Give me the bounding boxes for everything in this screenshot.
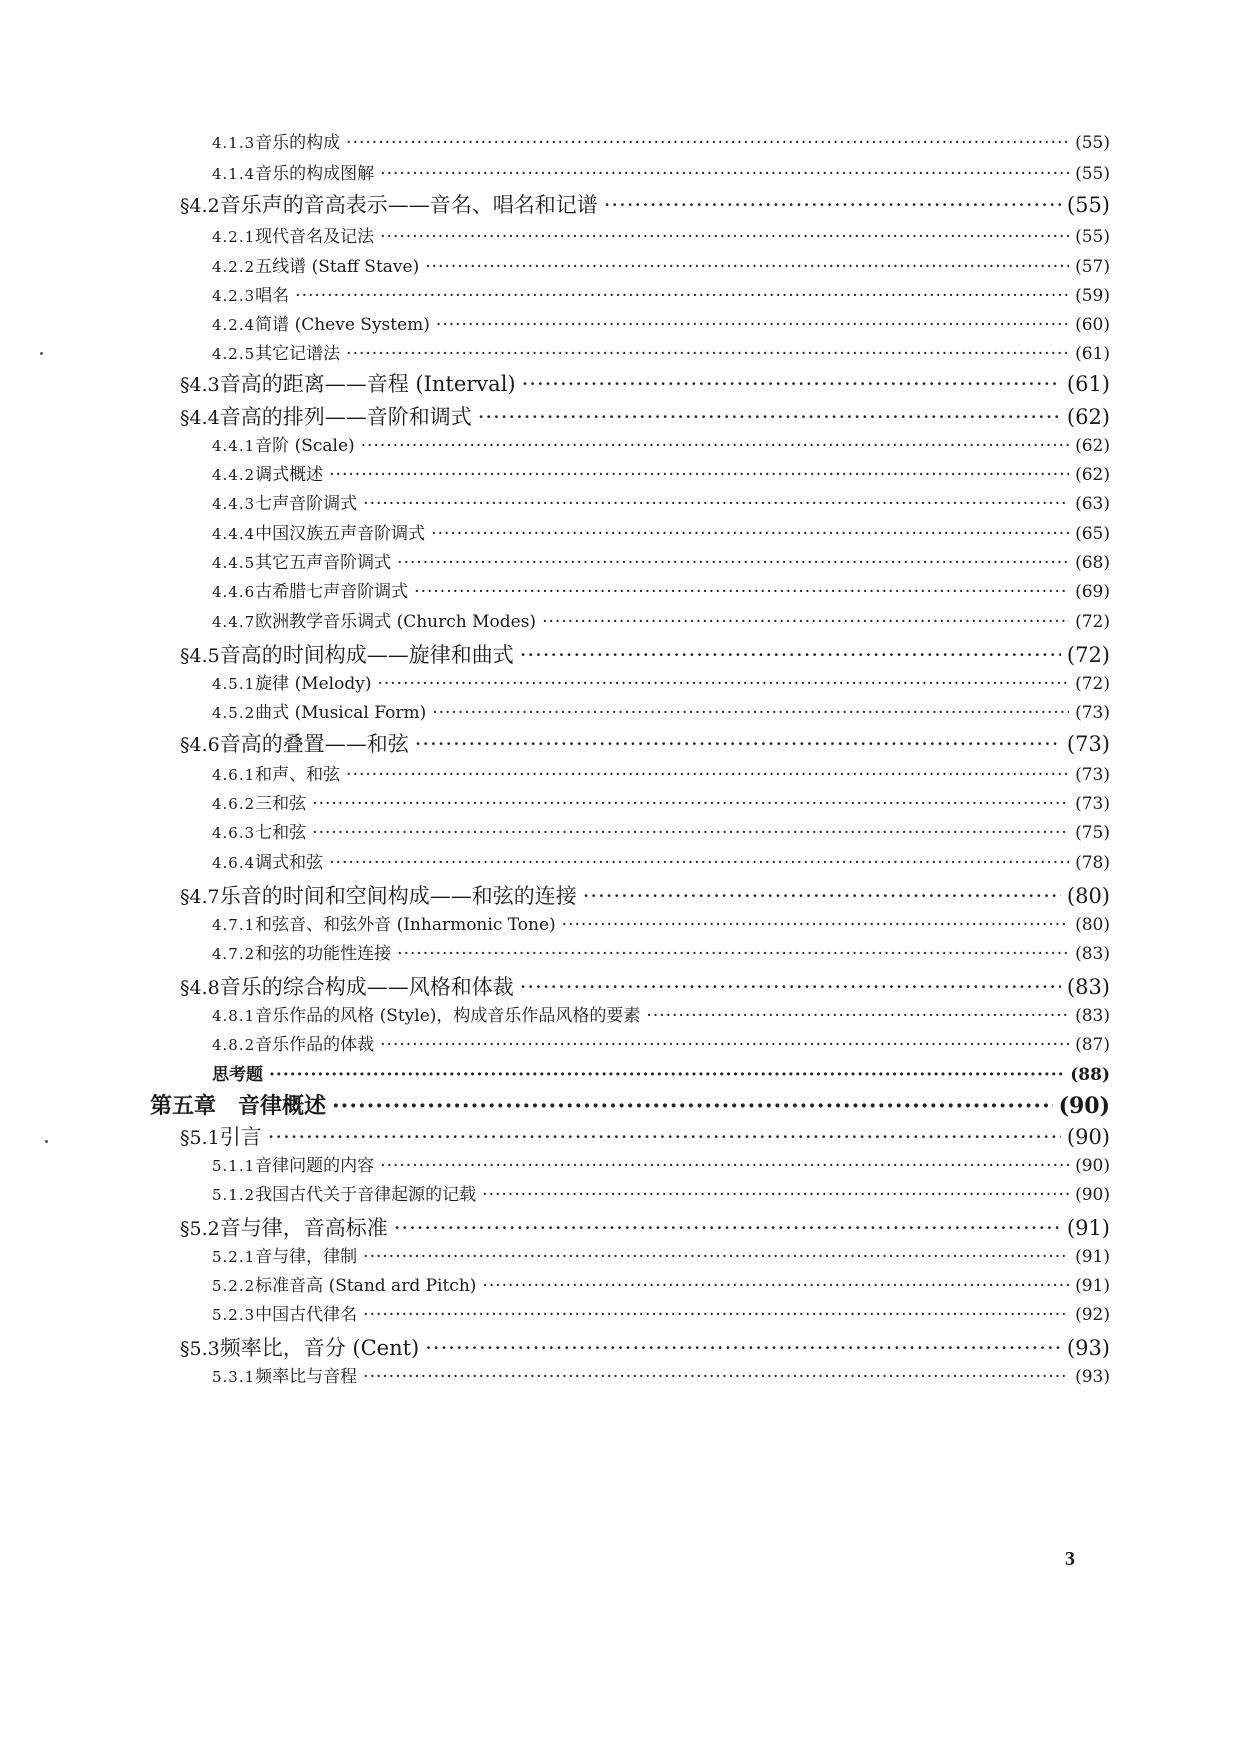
entry-number: §5.2 <box>180 1218 220 1240</box>
dot-leader <box>394 1216 1061 1240</box>
entry-page-number: (75) <box>1075 823 1110 843</box>
entry-title: 调式和弦 <box>255 853 324 873</box>
toc-subsection-entry <box>212 1030 1110 1055</box>
entry-title: 旋律 (Melody) <box>255 674 372 694</box>
entry-number: §4.4 <box>180 407 220 429</box>
entry-page-number: (73) <box>1075 765 1110 785</box>
page-number: 3 <box>1065 1548 1075 1570</box>
toc-subsection-entry <box>212 1001 1110 1026</box>
dot-leader <box>363 1247 1069 1267</box>
dot-leader <box>583 884 1061 908</box>
entry-page-number: (91) <box>1075 1276 1110 1296</box>
entry-page-number: (69) <box>1075 582 1110 602</box>
entry-page-number: (63) <box>1075 494 1110 514</box>
toc-subsection-entry <box>212 281 1110 306</box>
scan-speck <box>45 1140 48 1143</box>
entry-page-number: (80) <box>1075 915 1110 935</box>
entry-title: 五线谱 (Staff Stave) <box>255 257 420 277</box>
toc-subsection-entry <box>212 339 1110 364</box>
entry-title: 曲式 (Musical Form) <box>255 703 427 723</box>
entry-number: 5.2.2 <box>212 1277 256 1295</box>
entry-page-number: (93) <box>1075 1367 1110 1387</box>
entry-page-number: (90) <box>1075 1185 1110 1205</box>
toc-subsection-entry <box>212 607 1110 632</box>
dot-leader <box>542 612 1069 632</box>
toc-section-entry <box>180 728 1110 758</box>
entry-title: 音高的距离——音程 (Interval) <box>219 372 516 396</box>
entry-number: 4.6.1 <box>212 766 256 784</box>
dot-leader <box>346 133 1069 153</box>
dot-leader <box>312 794 1069 814</box>
scan-speck <box>40 352 43 355</box>
toc-subsection-entry <box>212 1151 1110 1176</box>
toc-subsection-entry <box>212 848 1110 873</box>
entry-page-number: (72) <box>1075 674 1110 694</box>
entry-page-number: (92) <box>1075 1305 1110 1325</box>
toc-subsection-entry <box>212 222 1110 247</box>
entry-number: 4.2.1 <box>212 228 256 246</box>
toc-subsection-entry <box>212 310 1110 335</box>
dot-leader <box>380 1156 1069 1176</box>
toc-subsection-entry <box>212 431 1110 456</box>
entry-number: 5.2.3 <box>212 1306 256 1324</box>
dot-leader <box>436 315 1069 335</box>
entry-page-number: (90) <box>1075 1156 1110 1176</box>
entry-title: 音高的叠置——和弦 <box>219 732 409 756</box>
toc-subsection-entry <box>212 669 1110 694</box>
dot-leader <box>332 1093 1053 1119</box>
entry-title: 思考题 <box>212 1065 263 1085</box>
entry-page-number: (68) <box>1075 553 1110 573</box>
dot-leader <box>380 1035 1069 1055</box>
dot-leader <box>269 1065 1064 1085</box>
entry-page-number: (55) <box>1075 227 1110 247</box>
toc-subsection-entry <box>212 698 1110 723</box>
entry-title: 频率比与音程 <box>255 1367 358 1387</box>
entry-title: 音律问题的内容 <box>255 1156 375 1176</box>
entry-number: 5.1.2 <box>212 1186 256 1204</box>
toc-subsection-entry <box>212 1362 1110 1387</box>
dot-leader <box>522 372 1061 396</box>
toc-subsection-entry <box>212 818 1110 843</box>
dot-leader <box>414 582 1069 602</box>
entry-title: 音乐的构成 <box>255 133 341 153</box>
toc-section-entry <box>180 401 1110 431</box>
dot-leader <box>295 286 1069 306</box>
entry-page-number: (60) <box>1075 315 1110 335</box>
toc-section-entry <box>180 880 1110 910</box>
entry-title: 简谱 (Cheve System) <box>255 315 430 335</box>
entry-title: 音与律，音高标准 <box>219 1216 388 1240</box>
entry-number: 4.5.2 <box>212 704 256 722</box>
toc-subsection-entry <box>212 939 1110 964</box>
entry-title: 现代音名及记法 <box>255 227 375 247</box>
entry-title: 频率比，音分 (Cent) <box>219 1336 420 1360</box>
entry-page-number: (78) <box>1075 853 1110 873</box>
entry-number: 4.4.2 <box>212 466 256 484</box>
entry-title: 调式概述 <box>255 465 324 485</box>
entry-title: 音乐声的音高表示——音名、唱名和记谱 <box>219 193 598 217</box>
entry-title: 音乐的综合构成——风格和体裁 <box>219 975 514 999</box>
entry-page-number: (91) <box>1075 1247 1110 1267</box>
entry-number: 4.1.3 <box>212 134 256 152</box>
entry-title: 音乐的构成图解 <box>255 164 375 184</box>
dot-leader <box>482 1276 1069 1296</box>
entry-title: 音阶 (Scale) <box>255 436 355 456</box>
toc-subsection-entry <box>212 252 1110 277</box>
dot-leader <box>482 1185 1069 1205</box>
entry-page-number: (73) <box>1075 703 1110 723</box>
toc-subsection-entry <box>212 489 1110 514</box>
entry-number: 5.1.1 <box>212 1157 256 1175</box>
dot-leader <box>329 465 1069 485</box>
toc-section-entry <box>180 368 1110 398</box>
entry-page-number: (57) <box>1075 257 1110 277</box>
dot-leader <box>361 436 1069 456</box>
entry-title: 音乐作品的风格 (Style)，构成音乐作品风格的要素 <box>255 1006 641 1026</box>
entry-number: §4.8 <box>180 977 220 999</box>
entry-page-number: (83) <box>1075 944 1110 964</box>
entry-number: 4.7.2 <box>212 945 256 963</box>
dot-leader <box>346 765 1069 785</box>
entry-number: 4.4.7 <box>212 613 256 631</box>
entry-title: 三和弦 <box>255 794 307 814</box>
toc-subsection-entry <box>212 159 1110 184</box>
toc-subsection-entry <box>212 128 1110 153</box>
entry-number: 4.4.3 <box>212 495 256 513</box>
toc-chapter-entry <box>150 1089 1110 1120</box>
entry-title: 古希腊七声音阶调式 <box>255 582 409 602</box>
entry-title: 标准音高 (Stand ard Pitch) <box>255 1276 477 1296</box>
entry-number: 4.5.1 <box>212 675 256 693</box>
dot-leader <box>604 193 1061 217</box>
entry-page-number: (93) <box>1066 1336 1110 1360</box>
entry-number: §4.6 <box>180 734 220 756</box>
entry-number: 4.4.1 <box>212 437 256 455</box>
toc-subsection-entry <box>212 1271 1110 1296</box>
entry-number: 4.2.4 <box>212 316 256 334</box>
entry-number: 4.2.3 <box>212 287 256 305</box>
entry-title: 欧洲教学音乐调式 (Church Modes) <box>255 612 537 632</box>
toc-subsection-entry <box>212 1060 1110 1085</box>
dot-leader <box>520 975 1061 999</box>
entry-title: 和弦音、和弦外音 (Inharmonic Tone) <box>255 915 556 935</box>
toc-subsection-entry <box>212 460 1110 485</box>
entry-page-number: (65) <box>1075 524 1110 544</box>
entry-page-number: (80) <box>1066 884 1110 908</box>
toc-section-entry <box>180 639 1110 669</box>
entry-number: 4.4.4 <box>212 525 256 543</box>
entry-number: 4.4.5 <box>212 554 256 572</box>
entry-page-number: (55) <box>1075 164 1110 184</box>
toc-subsection-entry <box>212 1300 1110 1325</box>
toc-subsection-entry <box>212 548 1110 573</box>
toc-subsection-entry <box>212 789 1110 814</box>
entry-page-number: (62) <box>1075 436 1110 456</box>
entry-page-number: (62) <box>1066 405 1110 429</box>
entry-number: §4.5 <box>180 645 220 667</box>
entry-number: §5.3 <box>180 1338 220 1360</box>
entry-title: 音高的时间构成——旋律和曲式 <box>219 643 514 667</box>
entry-number: §4.7 <box>180 886 220 908</box>
entry-number: 4.8.2 <box>212 1036 256 1054</box>
entry-page-number: (90) <box>1066 1125 1110 1149</box>
toc-section-entry <box>180 1332 1110 1362</box>
entry-number: 4.4.6 <box>212 583 256 601</box>
entry-page-number: (55) <box>1066 193 1110 217</box>
entry-title: 音乐作品的体裁 <box>255 1035 375 1055</box>
dot-leader <box>312 823 1069 843</box>
toc-section-entry <box>180 971 1110 1001</box>
dot-leader <box>363 1305 1069 1325</box>
entry-number: §5.1 <box>180 1127 220 1149</box>
dot-leader <box>415 732 1061 756</box>
dot-leader <box>562 915 1069 935</box>
entry-page-number: (87) <box>1075 1035 1110 1055</box>
toc-section-entry <box>180 1121 1110 1151</box>
dot-leader <box>431 524 1069 544</box>
entry-page-number: (61) <box>1066 372 1110 396</box>
dot-leader <box>380 227 1069 247</box>
entry-page-number: (62) <box>1075 465 1110 485</box>
entry-page-number: (73) <box>1066 732 1110 756</box>
entry-title: 引言 <box>219 1125 262 1149</box>
entry-number: 5.2.1 <box>212 1248 256 1266</box>
entry-title: 其它五声音阶调式 <box>255 553 392 573</box>
dot-leader <box>432 703 1069 723</box>
toc-subsection-entry <box>212 1180 1110 1205</box>
entry-page-number: (83) <box>1075 1006 1110 1026</box>
entry-title: 其它记谱法 <box>255 344 341 364</box>
entry-title: 第五章 音律概述 <box>150 1093 327 1119</box>
dot-leader <box>397 553 1069 573</box>
entry-number: 5.3.1 <box>212 1368 256 1386</box>
dot-leader <box>520 643 1061 667</box>
dot-leader <box>363 494 1069 514</box>
entry-title: 唱名 <box>255 286 290 306</box>
entry-title: 我国古代关于音律起源的记载 <box>255 1185 477 1205</box>
entry-page-number: (55) <box>1075 133 1110 153</box>
entry-number: 4.2.2 <box>212 258 256 276</box>
entry-number: 4.6.4 <box>212 854 256 872</box>
entry-number: 4.1.4 <box>212 165 256 183</box>
dot-leader <box>268 1125 1061 1149</box>
toc-subsection-entry <box>212 760 1110 785</box>
entry-title: 音与律，律制 <box>255 1247 358 1267</box>
entry-title: 和弦的功能性连接 <box>255 944 392 964</box>
entry-page-number: (83) <box>1066 975 1110 999</box>
dot-leader <box>397 944 1069 964</box>
toc-subsection-entry <box>212 519 1110 544</box>
toc-section-entry <box>180 1212 1110 1242</box>
entry-title: 七和弦 <box>255 823 307 843</box>
dot-leader <box>425 257 1069 277</box>
toc-subsection-entry <box>212 577 1110 602</box>
entry-page-number: (90) <box>1058 1093 1110 1119</box>
entry-title: 乐音的时间和空间构成——和弦的连接 <box>219 884 577 908</box>
dot-leader <box>425 1336 1061 1360</box>
dot-leader <box>329 853 1069 873</box>
entry-page-number: (72) <box>1075 612 1110 632</box>
entry-page-number: (88) <box>1070 1065 1110 1085</box>
toc-subsection-entry <box>212 910 1110 935</box>
entry-title: 中国古代律名 <box>255 1305 358 1325</box>
entry-title: 和声、和弦 <box>255 765 341 785</box>
dot-leader <box>380 164 1069 184</box>
dot-leader <box>377 674 1069 694</box>
dot-leader <box>646 1006 1069 1026</box>
dot-leader <box>478 405 1061 429</box>
entry-number: 4.6.3 <box>212 824 256 842</box>
dot-leader <box>363 1367 1069 1387</box>
entry-number: 4.2.5 <box>212 345 256 363</box>
dot-leader <box>346 344 1069 364</box>
toc-subsection-entry <box>212 1242 1110 1267</box>
entry-number: 4.6.2 <box>212 795 256 813</box>
entry-page-number: (91) <box>1066 1216 1110 1240</box>
entry-title: 七声音阶调式 <box>255 494 358 514</box>
entry-number: 4.7.1 <box>212 916 256 934</box>
entry-page-number: (73) <box>1075 794 1110 814</box>
entry-title: 中国汉族五声音阶调式 <box>255 524 426 544</box>
entry-title: 音高的排列——音阶和调式 <box>219 405 472 429</box>
toc-section-entry <box>180 189 1110 219</box>
entry-page-number: (72) <box>1066 643 1110 667</box>
entry-number: §4.2 <box>180 195 220 217</box>
entry-page-number: (61) <box>1075 344 1110 364</box>
entry-number: §4.3 <box>180 374 220 396</box>
entry-number: 4.8.1 <box>212 1007 256 1025</box>
entry-page-number: (59) <box>1075 286 1110 306</box>
